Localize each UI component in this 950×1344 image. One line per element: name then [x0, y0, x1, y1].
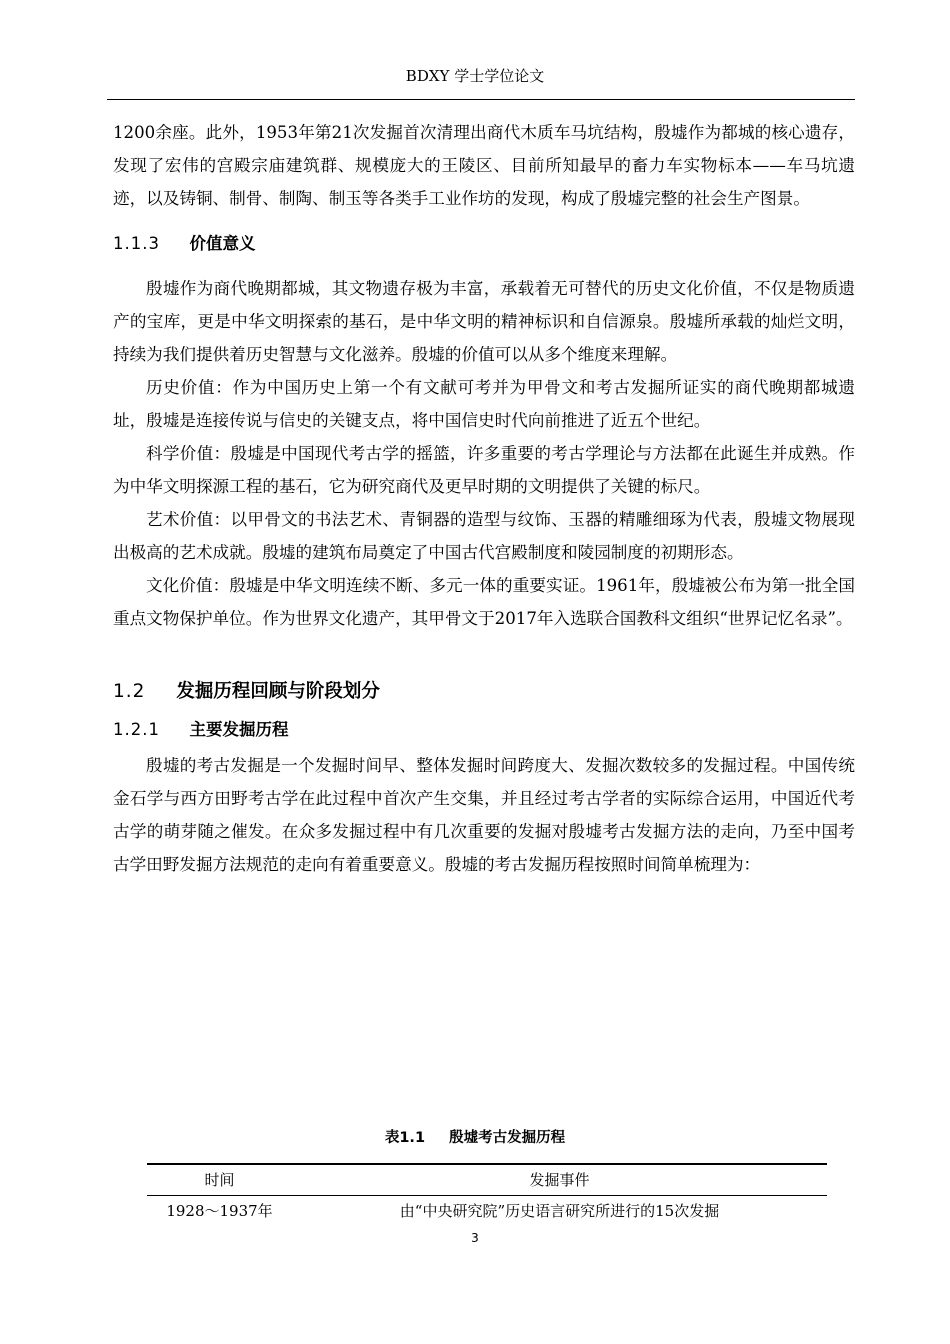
section-title: 主要发掘历程 [189, 720, 289, 739]
section-title: 发掘历程回顾与阶段划分 [176, 681, 380, 702]
spacer [113, 635, 855, 675]
table-header-time: 时间 [147, 1164, 292, 1196]
table-caption [0, 1123, 950, 1154]
excavation-table [147, 1163, 827, 1226]
page-header [0, 65, 950, 86]
paragraph-artistic-value: 艺术价值：以甲骨文的书法艺术、青铜器的造型与纹饰、玉器的精雕细琢为代表，殷墟文物展现出极高的艺术成就。殷墟的建筑布局奠定了中国古代宫殿制度和陵园制度的初期形态。 [113, 510, 855, 562]
paragraph-value-intro: 殷墟作为商代晚期都城，其文物遗存极为丰富，承载着无可替代的历史文化价值，不仅是物质遗产的宝库，更是中华文明探索的基石，是中华文明的精神标识和自信源泉。殷墟所承载的灿烂文明，持续为我们提供着历史智慧与文化滋养。殷墟的价值可以从多个维度来理解。 [113, 279, 855, 364]
section-number: 1.2 [113, 681, 146, 702]
paragraph-historical-value: 历史价值：作为中国历史上第一个有文献可考并为甲骨文和考古发掘所证实的商代晚期都城遗址，殷墟是连接传说与信史的关键支点，将中国信史时代向前推进了近五个世纪。 [113, 378, 855, 430]
section-heading-1-2 [113, 675, 855, 708]
table-caption-number: 表1.1 [384, 1130, 426, 1146]
table-header-event: 发掘事件 [292, 1164, 827, 1196]
section-number: 1.2.1 [113, 720, 160, 739]
paragraph-scientific-value: 科学价值：殷墟是中国现代考古学的摇篮，许多重要的考古学理论与方法都在此诞生并成熟。作为中华文明探源工程的基石，它为研究商代及更早时期的文明提供了关键的标尺。 [113, 444, 855, 496]
section-number: 1.1.3 [113, 234, 160, 253]
header-rule [107, 99, 855, 100]
page-number: 3 [471, 1231, 479, 1245]
spacer [113, 260, 855, 272]
paragraph-excavation-history: 殷墟的考古发掘是一个发掘时间早、整体发掘时间跨度大、发掘次数较多的发掘过程。中国传统金石学与西方田野考古学在此过程中首次产生交集，并且经过考古学者的实际综合运用，中国近代考古学的萌芽随之催发。在众多发掘过程中有几次重要的发掘对殷墟考古发掘方法的走向，乃至中国考古学田野发掘方法规范的走向有着重要意义。殷墟的考古发掘历程按照时间简单梳理为： [113, 756, 855, 874]
section-heading-1-1-3 [113, 227, 855, 260]
table-caption-title: 殷墟考古发掘历程 [449, 1130, 566, 1146]
section-title: 价值意义 [189, 234, 256, 253]
table-row [147, 1196, 827, 1227]
paragraph-intro: 1200余座。此外，1953年第21次发掘首次清理出商代木质车马坑结构，殷墟作为都城的核心遗存，发现了宏伟的宫殿宗庙建筑群、规模庞大的王陵区、目前所知最早的畜力车实物标本——车马坑遗迹，以及铸铜、制骨、制陶、制玉等各类手工业作坊的发现，构成了殷墟完整的社会生产图景。 [113, 123, 855, 208]
section-heading-1-2-1 [113, 713, 855, 746]
paragraph-cultural-value: 文化价值：殷墟是中华文明连续不断、多元一体的重要实证。1961年，殷墟被公布为第一批全国重点文物保护单位。作为世界文化遗产，其甲骨文于2017年入选联合国教科文组织“世界记忆名录”。 [113, 576, 855, 628]
table-header-row [147, 1164, 827, 1196]
header-title: BDXY 学士学位论文 [405, 67, 545, 85]
table-cell-time: 1928～1937年 [166, 1202, 273, 1220]
spacer [113, 215, 855, 227]
main-content [113, 116, 855, 881]
table-cell-event: 由“中央研究院”历史语言研究所进行的15次发掘 [399, 1202, 720, 1220]
